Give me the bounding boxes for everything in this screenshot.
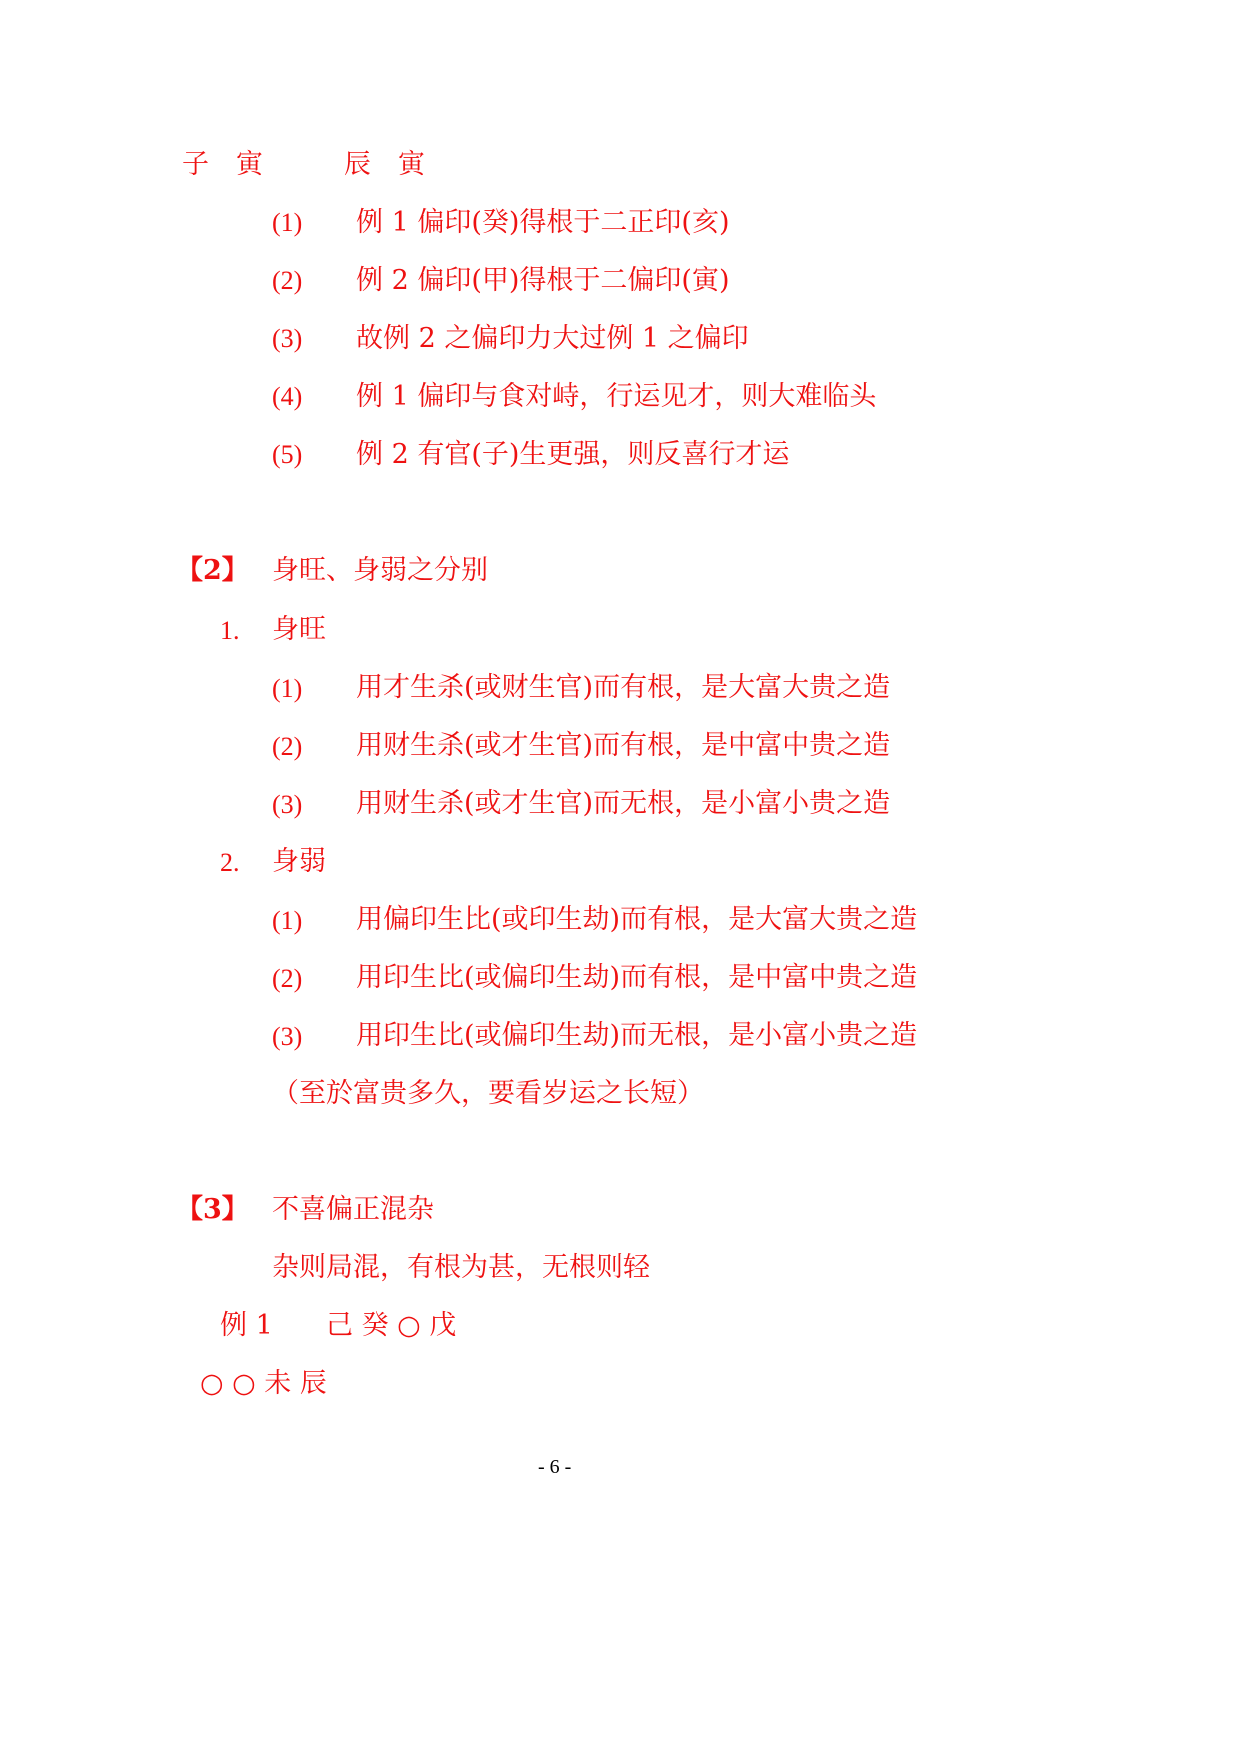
subsection-number: 2. [220, 848, 240, 877]
list-number: (1) [272, 674, 303, 703]
note: （至於富贵多久，要看岁运之长短） [272, 1078, 704, 1109]
example-label: 例 1 [220, 1310, 273, 1341]
pillar-branches-row: 子 寅 辰 寅 [182, 149, 425, 180]
list-number: (3) [272, 324, 303, 353]
list-item: 用偏印生比(或印生劫)而有根，是大富大贵之造 [356, 904, 918, 935]
example-branches: ○ ○ 未 辰 [200, 1368, 327, 1399]
list-number: (3) [272, 790, 303, 819]
list-item: 例 1 偏印(癸)得根于二正印(亥) [356, 207, 730, 238]
list-number: (1) [272, 208, 303, 237]
list-number: (1) [272, 906, 303, 935]
list-number: (3) [272, 1022, 303, 1051]
list-item: 用印生比(或偏印生劫)而有根，是中富中贵之造 [356, 962, 918, 993]
list-number: (4) [272, 382, 303, 411]
subsection-title: 身旺 [272, 614, 326, 645]
list-number: (5) [272, 440, 303, 469]
section-title: 不喜偏正混杂 [272, 1194, 434, 1225]
section-marker: 【3】 [176, 1194, 249, 1225]
section-description: 杂则局混，有根为甚，无根则轻 [272, 1252, 650, 1283]
section-marker: 【2】 [176, 555, 249, 586]
list-item: 用才生杀(或财生官)而有根，是大富大贵之造 [356, 672, 891, 703]
section-title: 身旺、身弱之分别 [272, 555, 488, 586]
list-number: (2) [272, 964, 303, 993]
list-item: 例 2 偏印(甲)得根于二偏印(寅) [356, 265, 730, 296]
list-item: 用印生比(或偏印生劫)而无根，是小富小贵之造 [356, 1020, 918, 1051]
list-item: 用财生杀(或才生官)而无根，是小富小贵之造 [356, 788, 891, 819]
subsection-number: 1. [220, 616, 240, 645]
list-item: 例 2 有官(子)生更强，则反喜行才运 [356, 439, 790, 470]
list-item: 用财生杀(或才生官)而有根，是中富中贵之造 [356, 730, 891, 761]
subsection-title: 身弱 [272, 846, 326, 877]
list-item: 故例 2 之偏印力大过例 1 之偏印 [356, 323, 749, 354]
list-item: 例 1 偏印与食对峙，行运见才，则大难临头 [356, 381, 877, 412]
page-number: - 6 - [538, 1456, 572, 1478]
list-number: (2) [272, 266, 303, 295]
list-number: (2) [272, 732, 303, 761]
example-stems: 己 癸 ○ 戊 [326, 1310, 457, 1341]
